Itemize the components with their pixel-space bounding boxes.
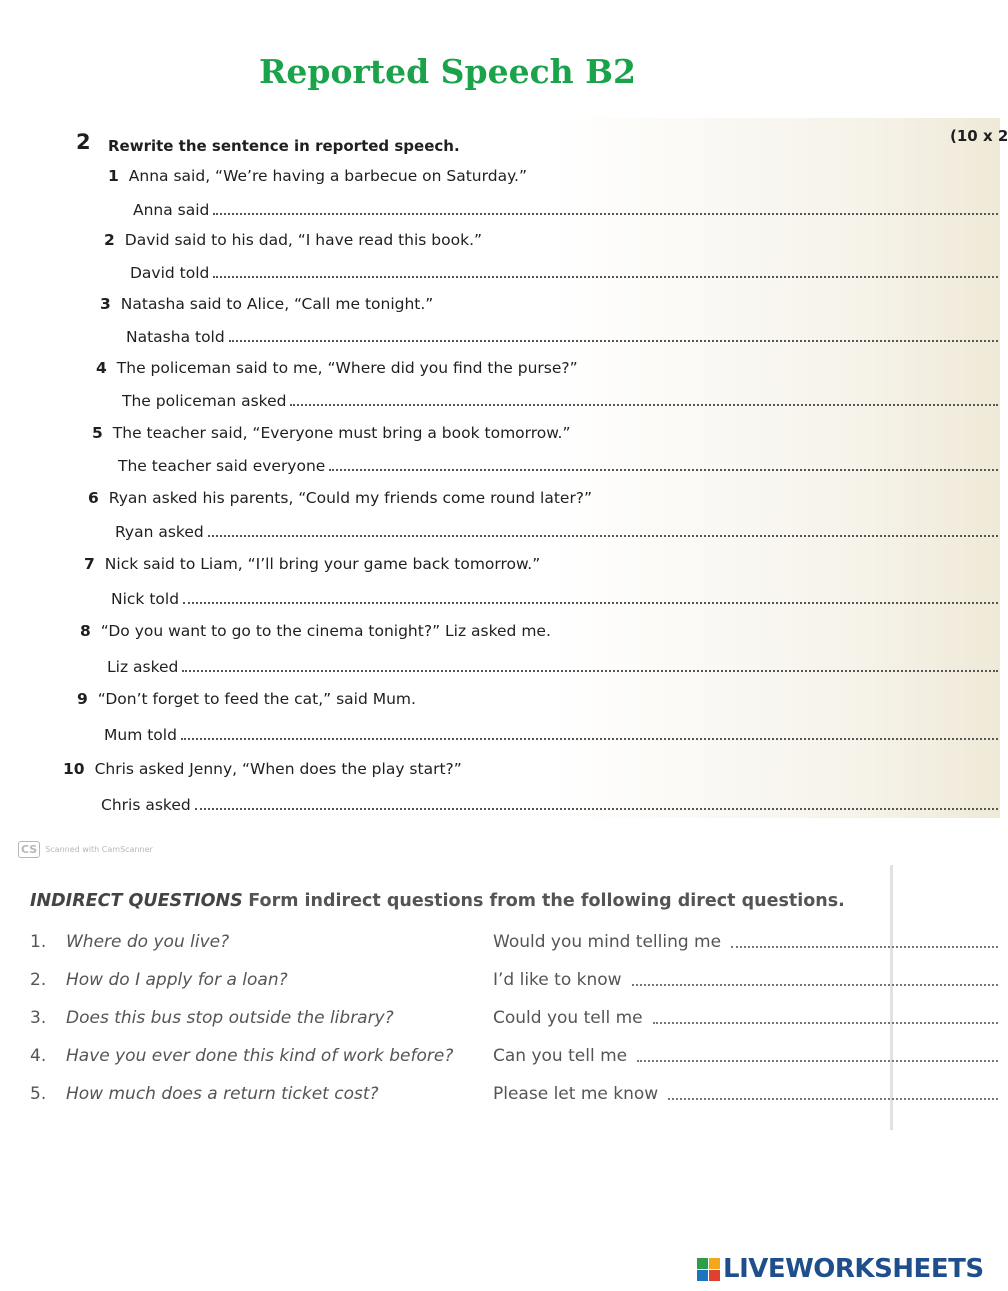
direct-question: How much does a return ticket cost?: [66, 1084, 379, 1104]
answer-line: [101, 794, 998, 814]
scanner-text: Scanned with CamScanner: [45, 845, 153, 854]
question-line: [88, 489, 592, 507]
answer-stem: Nick told: [111, 590, 180, 608]
item-number: 1.: [30, 932, 47, 952]
question-text: Anna said, “We’re having a barbecue on Saturday.”: [128, 167, 527, 185]
question-number: 1: [108, 167, 119, 185]
answer-blank[interactable]: [183, 602, 998, 604]
question-number: 7: [84, 555, 95, 573]
answer-blank[interactable]: [208, 535, 998, 537]
item-number: 2.: [30, 970, 47, 990]
question-line: [108, 167, 527, 185]
item-number: 4.: [30, 1046, 47, 1066]
answer-line: [107, 656, 998, 676]
liveworksheets-icon: [697, 1258, 720, 1281]
question-text: The policeman said to me, “Where did you find the purse?”: [116, 359, 578, 377]
direct-question: Does this bus stop outside the library?: [66, 1008, 394, 1028]
question-text: Nick said to Liam, “I’ll bring your game back tomorrow.”: [104, 555, 541, 573]
question-line: [80, 622, 551, 640]
answer-line: [104, 724, 998, 744]
question-line: [63, 760, 462, 778]
answer-blank[interactable]: [653, 1022, 998, 1024]
answer-stem: The teacher said everyone: [118, 457, 326, 475]
answer-blank[interactable]: [290, 404, 998, 406]
answer-line: [130, 262, 998, 282]
scanner-watermark: [18, 841, 153, 858]
answer-stem: Mum told: [104, 726, 177, 744]
answer-stem: Chris asked: [101, 796, 191, 814]
indirect-question-row: [30, 932, 998, 956]
indirect-question-row: [30, 970, 998, 994]
answer-stem: The policeman asked: [122, 392, 287, 410]
answer-line: [133, 199, 998, 219]
answer-line: [493, 1008, 998, 1028]
question-line: [104, 231, 482, 249]
answer-line: [493, 970, 998, 990]
answer-line: [118, 455, 998, 475]
answer-stem: Liz asked: [107, 658, 179, 676]
question-text: “Do you want to go to the cinema tonight?” Liz asked me.: [100, 622, 551, 640]
answer-stem: Anna said: [133, 201, 210, 219]
question-text: David said to his dad, “I have read this book.”: [124, 231, 483, 249]
answer-blank[interactable]: [632, 984, 998, 986]
question-line: [84, 555, 540, 573]
answer-line: [122, 390, 998, 410]
answer-blank[interactable]: [182, 670, 998, 672]
question-number: 3: [100, 295, 111, 313]
question-line: [92, 424, 570, 442]
exercise-number: 2: [76, 130, 91, 154]
question-line: [77, 690, 416, 708]
item-number: 5.: [30, 1084, 47, 1104]
direct-question: Where do you live?: [66, 932, 230, 952]
question-number: 5: [92, 424, 103, 442]
question-number: 9: [77, 690, 88, 708]
answer-line: [115, 521, 998, 541]
indirect-question-row: [30, 1046, 998, 1070]
answer-blank[interactable]: [181, 738, 998, 740]
direct-question: Have you ever done this kind of work before?: [66, 1046, 454, 1066]
liveworksheets-logo: [697, 1254, 984, 1284]
question-text: “Don’t forget to feed the cat,” said Mum.: [97, 690, 416, 708]
question-number: 2: [104, 231, 115, 249]
camscanner-logo: CS: [18, 841, 40, 858]
answer-stem: Would you mind telling me: [493, 932, 722, 952]
heading-instruction: Form indirect questions from the following direct questions.: [248, 891, 845, 911]
answer-blank[interactable]: [731, 946, 998, 948]
question-text: Ryan asked his parents, “Could my friends come round later?”: [108, 489, 593, 507]
indirect-questions-heading: [30, 891, 845, 911]
points-label: (10 x 2: [950, 127, 1008, 145]
heading-caps: INDIRECT QUESTIONS: [30, 891, 243, 911]
question-number: 6: [88, 489, 99, 507]
answer-blank[interactable]: [213, 276, 998, 278]
indirect-question-row: [30, 1008, 998, 1032]
answer-stem: Ryan asked: [115, 523, 204, 541]
answer-line: [111, 588, 998, 608]
answer-blank[interactable]: [195, 808, 998, 810]
answer-line: [126, 326, 998, 346]
question-text: Natasha said to Alice, “Call me tonight.”: [120, 295, 434, 313]
direct-question: How do I apply for a loan?: [66, 970, 288, 990]
answer-stem: David told: [130, 264, 210, 282]
question-number: 10: [63, 760, 85, 778]
answer-blank[interactable]: [213, 213, 998, 215]
answer-stem: I’d like to know: [493, 970, 622, 990]
exercise-instruction: Rewrite the sentence in reported speech.: [108, 137, 460, 155]
answer-stem: Please let me know: [493, 1084, 659, 1104]
answer-line: [493, 1084, 998, 1104]
answer-stem: Natasha told: [126, 328, 225, 346]
page-title: Reported Speech B2: [258, 52, 637, 91]
answer-blank[interactable]: [637, 1060, 998, 1062]
question-text: Chris asked Jenny, “When does the play start?”: [94, 760, 462, 778]
brand-name: LIVEWORKSHEETS: [723, 1254, 984, 1284]
question-text: The teacher said, “Everyone must bring a book tomorrow.”: [112, 424, 571, 442]
indirect-question-row: [30, 1084, 998, 1108]
item-number: 3.: [30, 1008, 47, 1028]
question-line: [96, 359, 578, 377]
answer-stem: Could you tell me: [493, 1008, 643, 1028]
answer-blank[interactable]: [329, 469, 998, 471]
answer-line: [493, 932, 998, 952]
answer-blank[interactable]: [668, 1098, 998, 1100]
question-line: [100, 295, 433, 313]
question-number: 4: [96, 359, 107, 377]
answer-blank[interactable]: [229, 340, 998, 342]
answer-line: [493, 1046, 998, 1066]
answer-stem: Can you tell me: [493, 1046, 628, 1066]
question-number: 8: [80, 622, 91, 640]
